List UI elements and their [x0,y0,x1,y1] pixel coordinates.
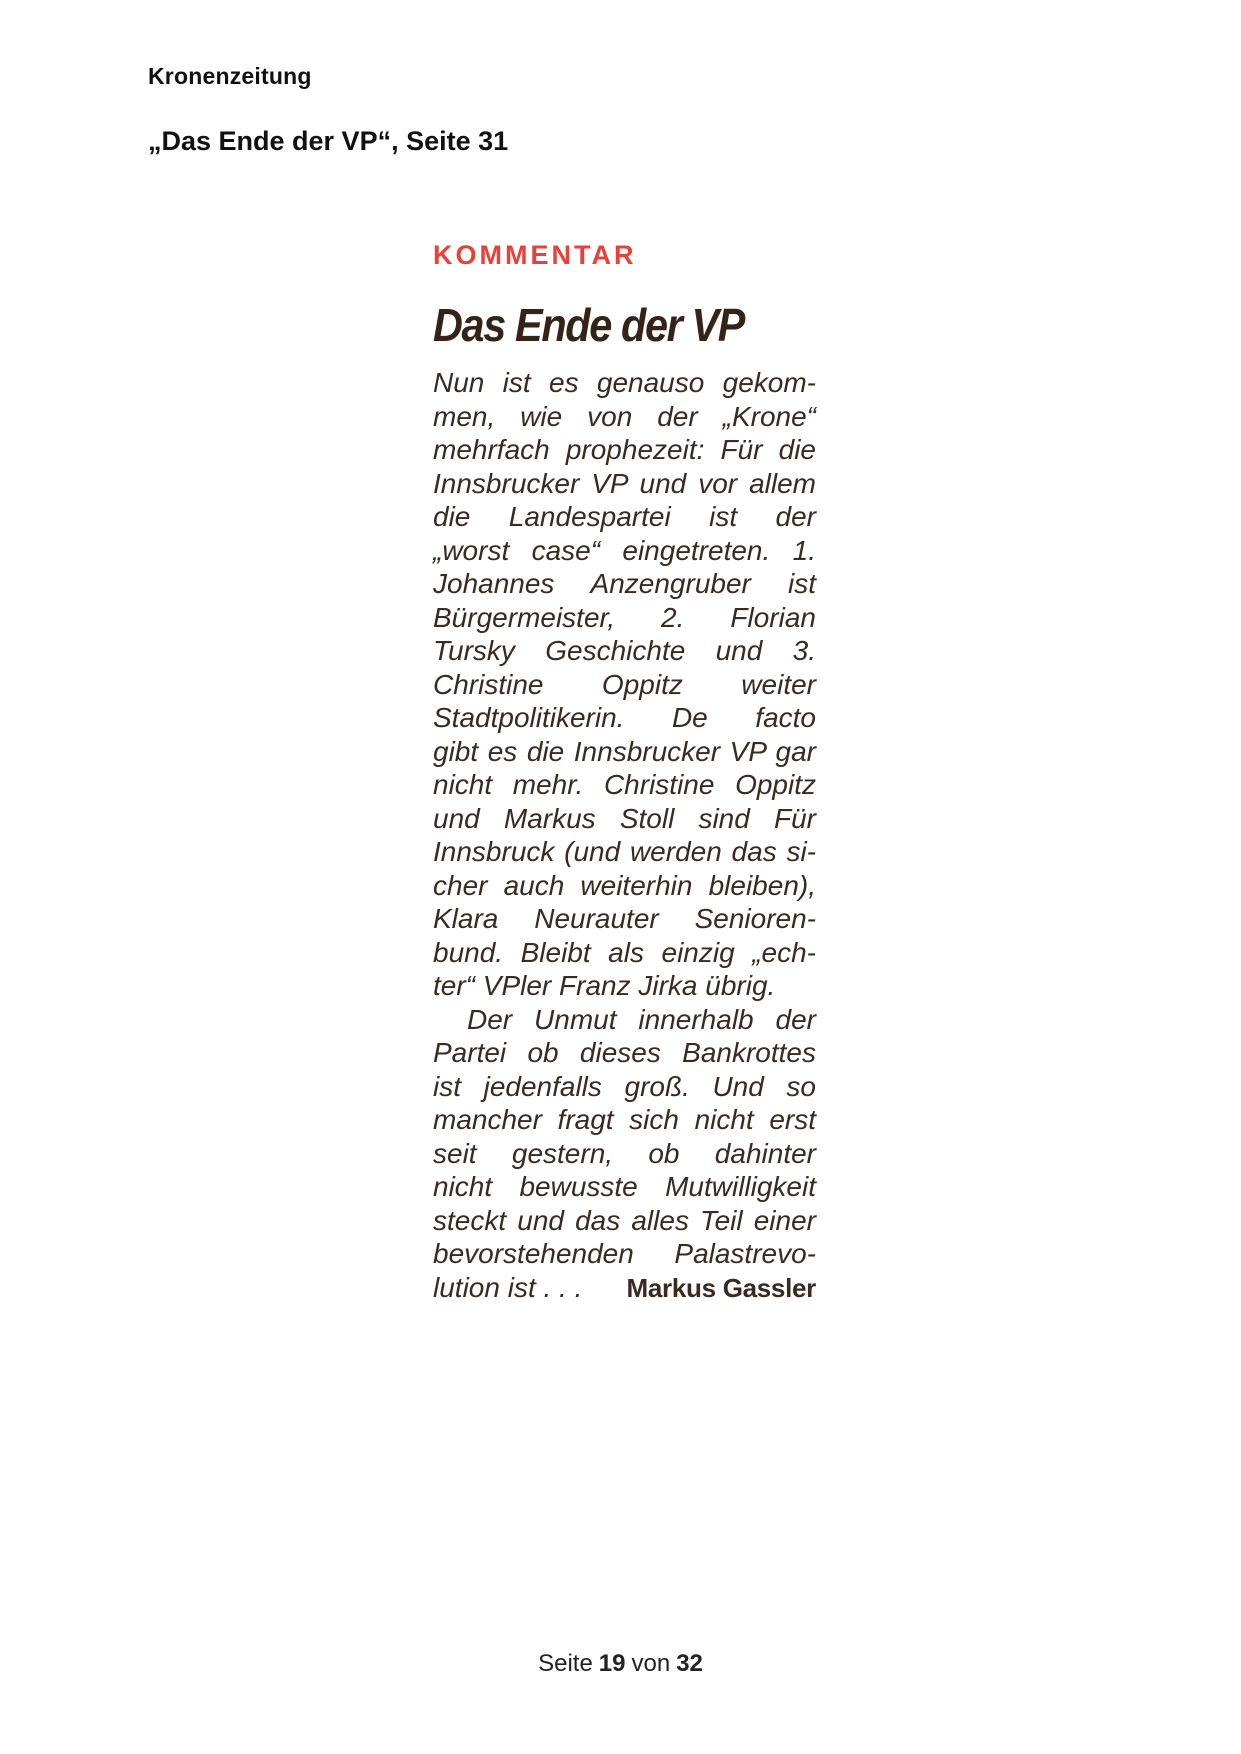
article-line: seit gestern, ob dahinter [433,1137,816,1169]
closing-text: lution ist . . . [433,1271,583,1303]
article-line: ist jedenfalls groß. Und so [433,1070,816,1102]
source-title: Kronenzeitung [148,63,312,89]
footer-page-total: 32 [676,1650,703,1677]
article-line: Nun ist es genauso gekom- [433,367,816,398]
article-line: bevorstehenden Palastrevo- [433,1238,816,1269]
article-line: die Landespartei ist der [433,501,816,532]
footer-label-von: von [631,1650,671,1677]
article-line: Tursky Geschichte und 3. [433,635,816,666]
article-clipping [433,240,816,1305]
article-reference: „Das Ende der VP“, Seite 31 [148,126,509,156]
article-line: Christine Oppitz weiter [433,668,816,700]
article-line: nicht mehr. Christine Oppitz [433,769,816,800]
footer-label-seite: Seite [538,1650,593,1677]
article-line: Bürgermeister, 2. Florian [433,601,816,633]
footer-page-number: 19 [598,1650,626,1677]
page-footer [0,1650,1241,1678]
article-line: Partei ob dieses Bankrottes [433,1037,816,1068]
article-body-lines [433,366,816,1271]
article-body [433,366,816,1305]
article-headline: Das Ende der VP [433,299,745,351]
article-last-line [433,1271,816,1306]
article-line: Innsbruck (und werden das si- [433,836,816,867]
kicker-label: KOMMENTAR [433,240,637,270]
article-line: Innsbrucker VP und vor allem [433,467,816,499]
article-line: mancher fragt sich nicht erst [433,1104,816,1135]
article-line: „worst case“ eingetreten. 1. [433,534,816,566]
article-line: Klara Neurauter Senioren- [433,903,816,934]
article-line: steckt und das alles Teil einer [433,1204,816,1236]
article-line: Der Unmut innerhalb der [467,1003,816,1035]
article-line: bund. Bleibt als einzig „ech- [433,936,816,968]
article-line: cher auch weiterhin bleiben), [433,869,816,901]
article-line: gibt es die Innsbrucker VP gar [433,735,816,767]
article-line: mehrfach prophezeit: Für die [433,434,816,465]
article-line: men, wie von der „Krone“ [433,400,816,432]
author-name: Markus Gassler [626,1272,816,1303]
article-line: Johannes Anzengruber ist [433,568,816,599]
article-line: und Markus Stoll sind Für [433,802,816,834]
article-line: Stadtpolitikerin. De facto [433,702,816,733]
article-line: nicht bewusste Mutwilligkeit [433,1171,816,1202]
article-line: ter“ VPler Franz Jirka übrig. [433,970,776,1001]
